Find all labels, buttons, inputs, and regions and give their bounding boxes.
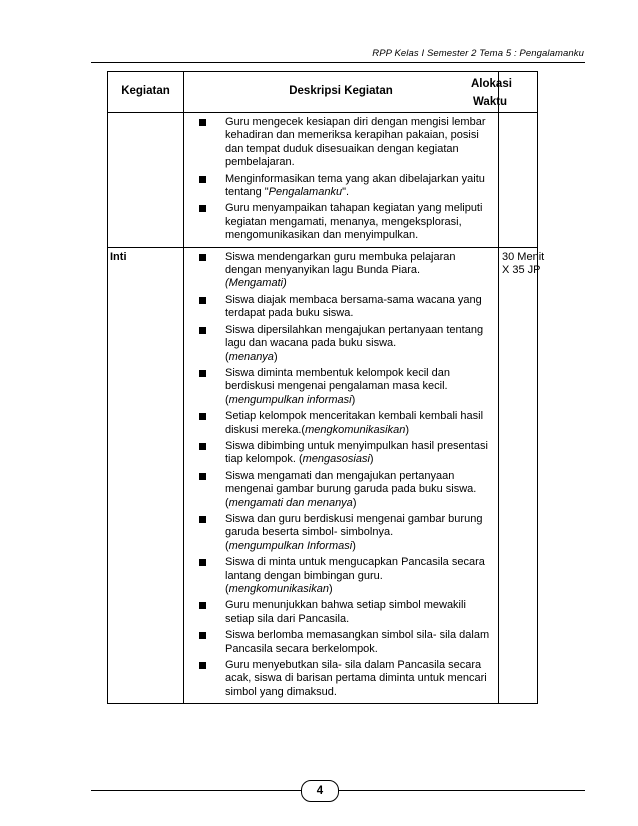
page-number: 4	[301, 780, 339, 802]
list-item: Siswa dan guru berdiskusi mengenai gambar burung garuda beserta simbol- simbolnya. (mengumpulkan Informasi)	[184, 513, 494, 553]
square-bullet-icon	[199, 327, 206, 334]
column-header-alokasi	[471, 72, 538, 113]
list-item: Siswa diajak membaca bersama-sama wacana yang terdapat pada buku siswa.	[184, 294, 494, 321]
list-item: Siswa berlomba memasangkan simbol sila- sila dalam Pancasila secara berkelompok.	[184, 629, 494, 656]
list-item: Guru menyampaikan tahapan kegiatan yang meliputi kegiatan mengamati, menanya, mengeksplorasi, mengomunikasikan dan menyimpulkan.	[184, 202, 494, 242]
list-item: Siswa dipersilahkan mengajukan pertanyaan tentang lagu dan wacana pada buku siswa. (menanya)	[184, 324, 494, 364]
square-bullet-icon	[199, 413, 206, 420]
list-item: Menginformasikan tema yang akan dibelajarkan yaitu tentang "Pengalamanku".	[184, 173, 494, 200]
list-item: Guru mengecek kesiapan diri dengan mengisi lembar kehadiran dan memeriksa kerapihan pakaian, posisi dan tempat duduk disesuaikan dengan kegiatan pembelajaran.	[184, 116, 494, 170]
activity-list	[184, 113, 498, 247]
list-item: Guru menyebutkan sila- sila dalam Pancasila secara acak, siswa di barisan pertama diminta untuk mencari simbol yang dimaksud.	[184, 659, 494, 699]
list-item: Guru menunjukkan bahwa setiap simbol mewakili setiap sila dari Pancasila.	[184, 599, 494, 626]
square-bullet-icon	[199, 205, 206, 212]
list-item: Siswa mendengarkan guru membuka pelajaran dengan menyanyikan lagu Bunda Piara. (Mengamati)	[184, 251, 494, 291]
square-bullet-icon	[199, 602, 206, 609]
list-item: Siswa dibimbing untuk menyimpulkan hasil presentasi tiap kelompok. (mengasosiasi)	[184, 440, 494, 467]
square-bullet-icon	[199, 254, 206, 261]
table-header-row	[108, 72, 538, 113]
list-item: Siswa mengamati dan mengajukan pertanyaan mengenai gambar burung garuda pada buku siswa. (mengamati dan menanya)	[184, 470, 494, 510]
deskripsi-cell	[184, 247, 499, 704]
square-bullet-icon	[199, 176, 206, 183]
header-rule	[91, 62, 585, 63]
square-bullet-icon	[199, 119, 206, 126]
alokasi-jp: X 35 JP	[502, 264, 541, 277]
square-bullet-icon	[199, 443, 206, 450]
square-bullet-icon	[199, 473, 206, 480]
square-bullet-icon	[199, 662, 206, 669]
kegiatan-inti-label: Inti	[110, 250, 127, 263]
square-bullet-icon	[199, 516, 206, 523]
kegiatan-cell	[108, 113, 184, 248]
alokasi-cell	[499, 113, 538, 248]
list-item: Siswa diminta membentuk kelompok kecil dan berdiskusi mengenai pengalaman masa kecil. (mengumpulkan informasi)	[184, 367, 494, 407]
list-item: Siswa di minta untuk mengucapkan Pancasila secara lantang dengan bimbingan guru. (mengkomunikasikan)	[184, 556, 494, 596]
list-item: Setiap kelompok menceritakan kembali kembali hasil diskusi mereka.(mengkomunikasikan)	[184, 410, 494, 437]
running-header: RPP Kelas I Semester 2 Tema 5 : Pengalamanku	[372, 48, 584, 59]
kegiatan-cell	[108, 247, 184, 704]
column-header-alokasi-line1: Alokasi	[471, 78, 512, 90]
activity-list	[184, 248, 498, 704]
square-bullet-icon	[199, 632, 206, 639]
table-row	[108, 247, 538, 704]
column-header-deskripsi: Deskripsi Kegiatan	[184, 72, 499, 113]
alokasi-duration: 30 Menit	[502, 250, 545, 263]
column-header-alokasi-line2: Waktu	[473, 96, 508, 108]
activity-table	[107, 71, 545, 704]
alokasi-cell	[499, 247, 545, 704]
deskripsi-cell	[184, 113, 499, 248]
square-bullet-icon	[199, 370, 206, 377]
square-bullet-icon	[199, 559, 206, 566]
table-row	[108, 113, 538, 248]
square-bullet-icon	[199, 297, 206, 304]
column-header-kegiatan: Kegiatan	[108, 72, 184, 113]
